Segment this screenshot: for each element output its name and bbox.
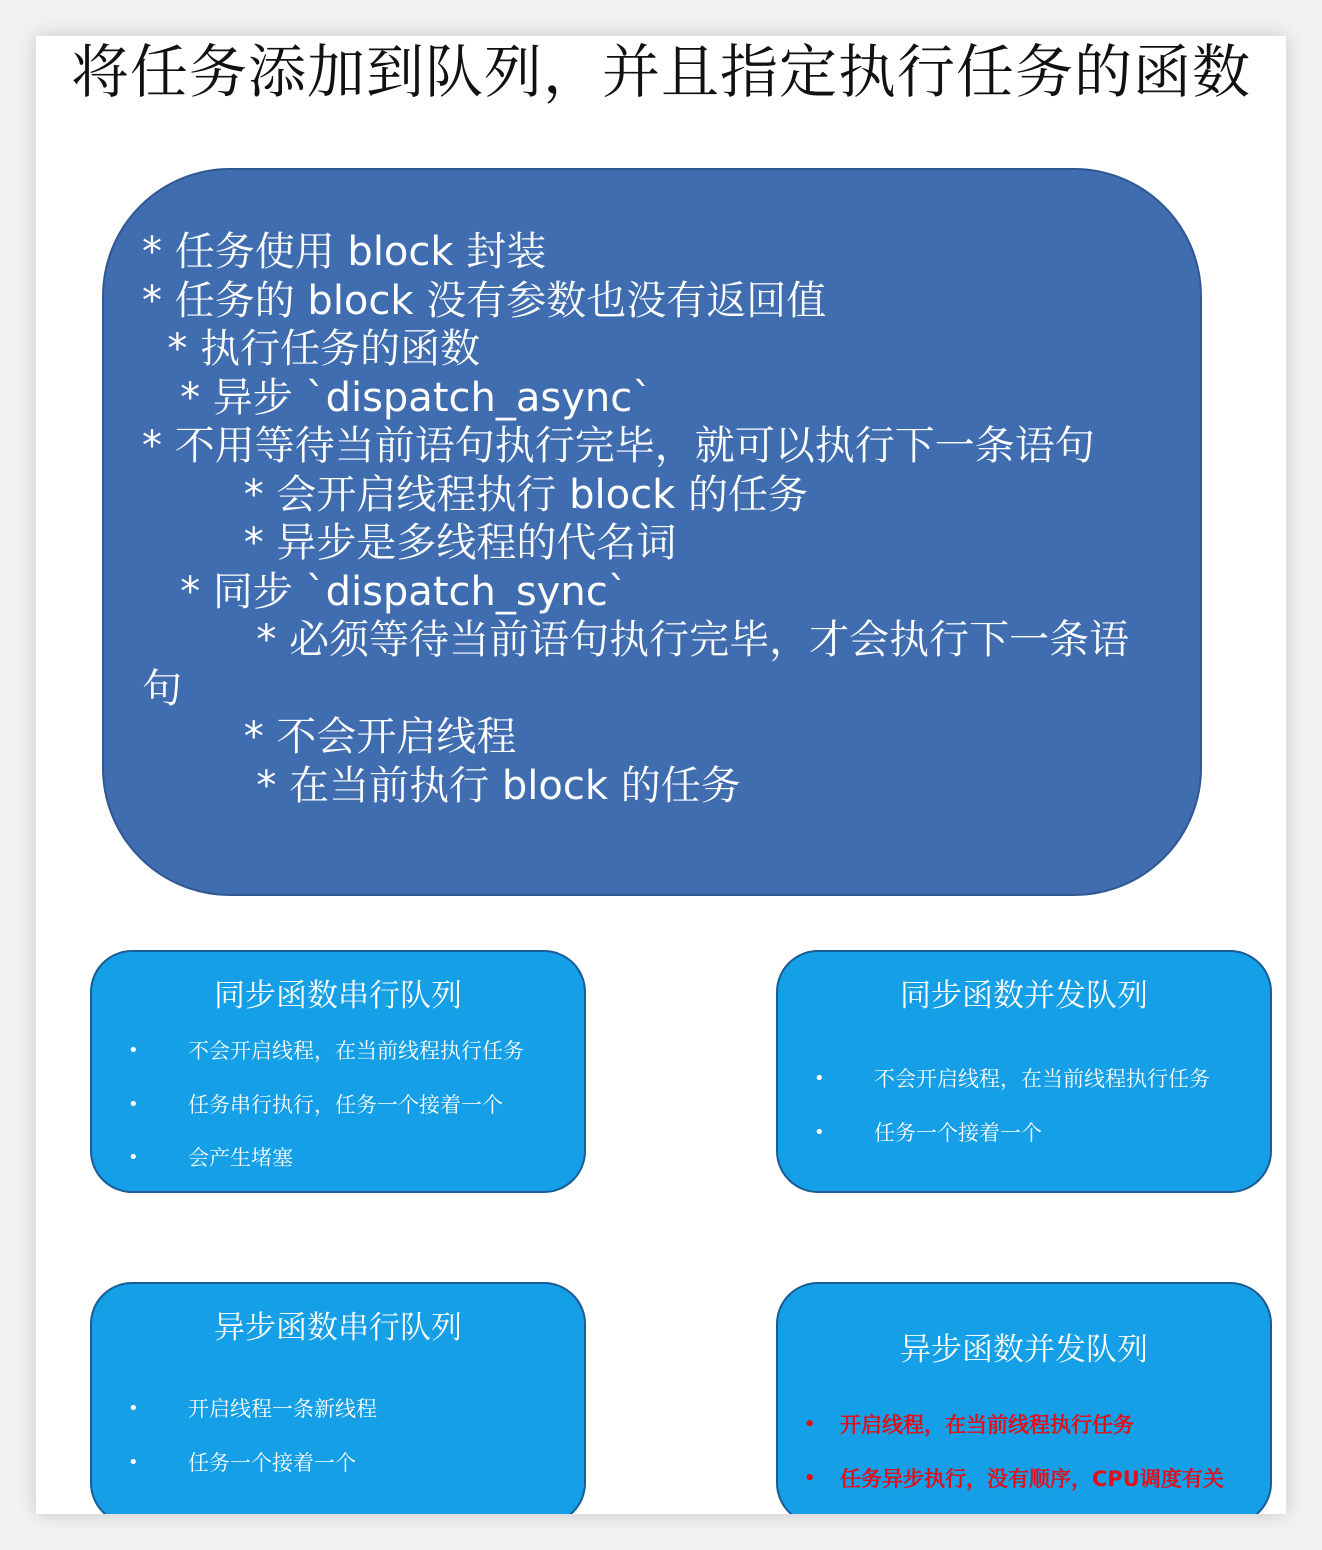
- main-line: * 任务使用 block 封装: [142, 229, 547, 275]
- bullet-icon: •: [128, 1147, 139, 1168]
- card-item-text: 任务一个接着一个: [874, 1121, 1042, 1145]
- bullet-icon: •: [814, 1068, 825, 1089]
- card-sync-concurrent: [776, 950, 1272, 1193]
- card-item-text: 任务一个接着一个: [188, 1451, 356, 1475]
- main-line: * 不用等待当前语句执行完毕，就可以执行下一条语句: [142, 423, 1095, 469]
- slide-title: 将任务添加到队列，并且指定执行任务的函数: [70, 38, 1251, 106]
- bullet-icon: •: [804, 1468, 816, 1489]
- main-line: 句: [142, 665, 182, 712]
- main-line: * 不会开启线程: [142, 714, 517, 760]
- main-info-box: [102, 168, 1202, 896]
- card-title: 异步函数并发队列: [900, 1332, 1148, 1368]
- card-item-text: 不会开启线程，在当前线程执行任务: [874, 1067, 1210, 1091]
- main-info-lines: [142, 228, 1182, 810]
- card-title: 同步函数并发队列: [900, 978, 1148, 1014]
- card-async-serial: [90, 1282, 586, 1514]
- card-item-text: 会产生堵塞: [188, 1146, 293, 1170]
- main-line: * 异步是多线程的代名词: [142, 520, 677, 566]
- card-title: 异步函数串行队列: [214, 1310, 462, 1346]
- bullet-icon: •: [804, 1414, 816, 1435]
- bullet-icon: •: [128, 1452, 139, 1473]
- card-async-concurrent: [776, 1282, 1272, 1514]
- main-line: * 同步 `dispatch_sync`: [142, 568, 628, 615]
- slide: [36, 36, 1286, 1514]
- bullet-icon: •: [128, 1398, 139, 1419]
- card-item-text: 不会开启线程，在当前线程执行任务: [188, 1039, 524, 1063]
- main-line: * 任务的 block 没有参数也没有返回值: [142, 277, 827, 324]
- card-item-text: 开启线程，在当前线程执行任务: [840, 1413, 1134, 1437]
- main-line: * 异步 `dispatch_async`: [142, 374, 653, 421]
- card-item-text: 开启线程一条新线程: [188, 1397, 377, 1421]
- bullet-icon: •: [128, 1040, 139, 1061]
- card-item-text: 任务异步执行，没有顺序，CPU调度有关: [840, 1467, 1224, 1491]
- main-line: * 在当前执行 block 的任务: [142, 762, 741, 809]
- bullet-icon: •: [128, 1094, 139, 1115]
- bullet-icon: •: [814, 1122, 825, 1143]
- main-line: * 会开启线程执行 block 的任务: [142, 471, 808, 518]
- main-line: * 执行任务的函数: [142, 326, 481, 372]
- card-item-text: 任务串行执行，任务一个接着一个: [188, 1093, 503, 1117]
- card-sync-serial: [90, 950, 586, 1193]
- card-title: 同步函数串行队列: [214, 978, 462, 1014]
- main-line: * 必须等待当前语句执行完毕，才会执行下一条语: [142, 617, 1130, 663]
